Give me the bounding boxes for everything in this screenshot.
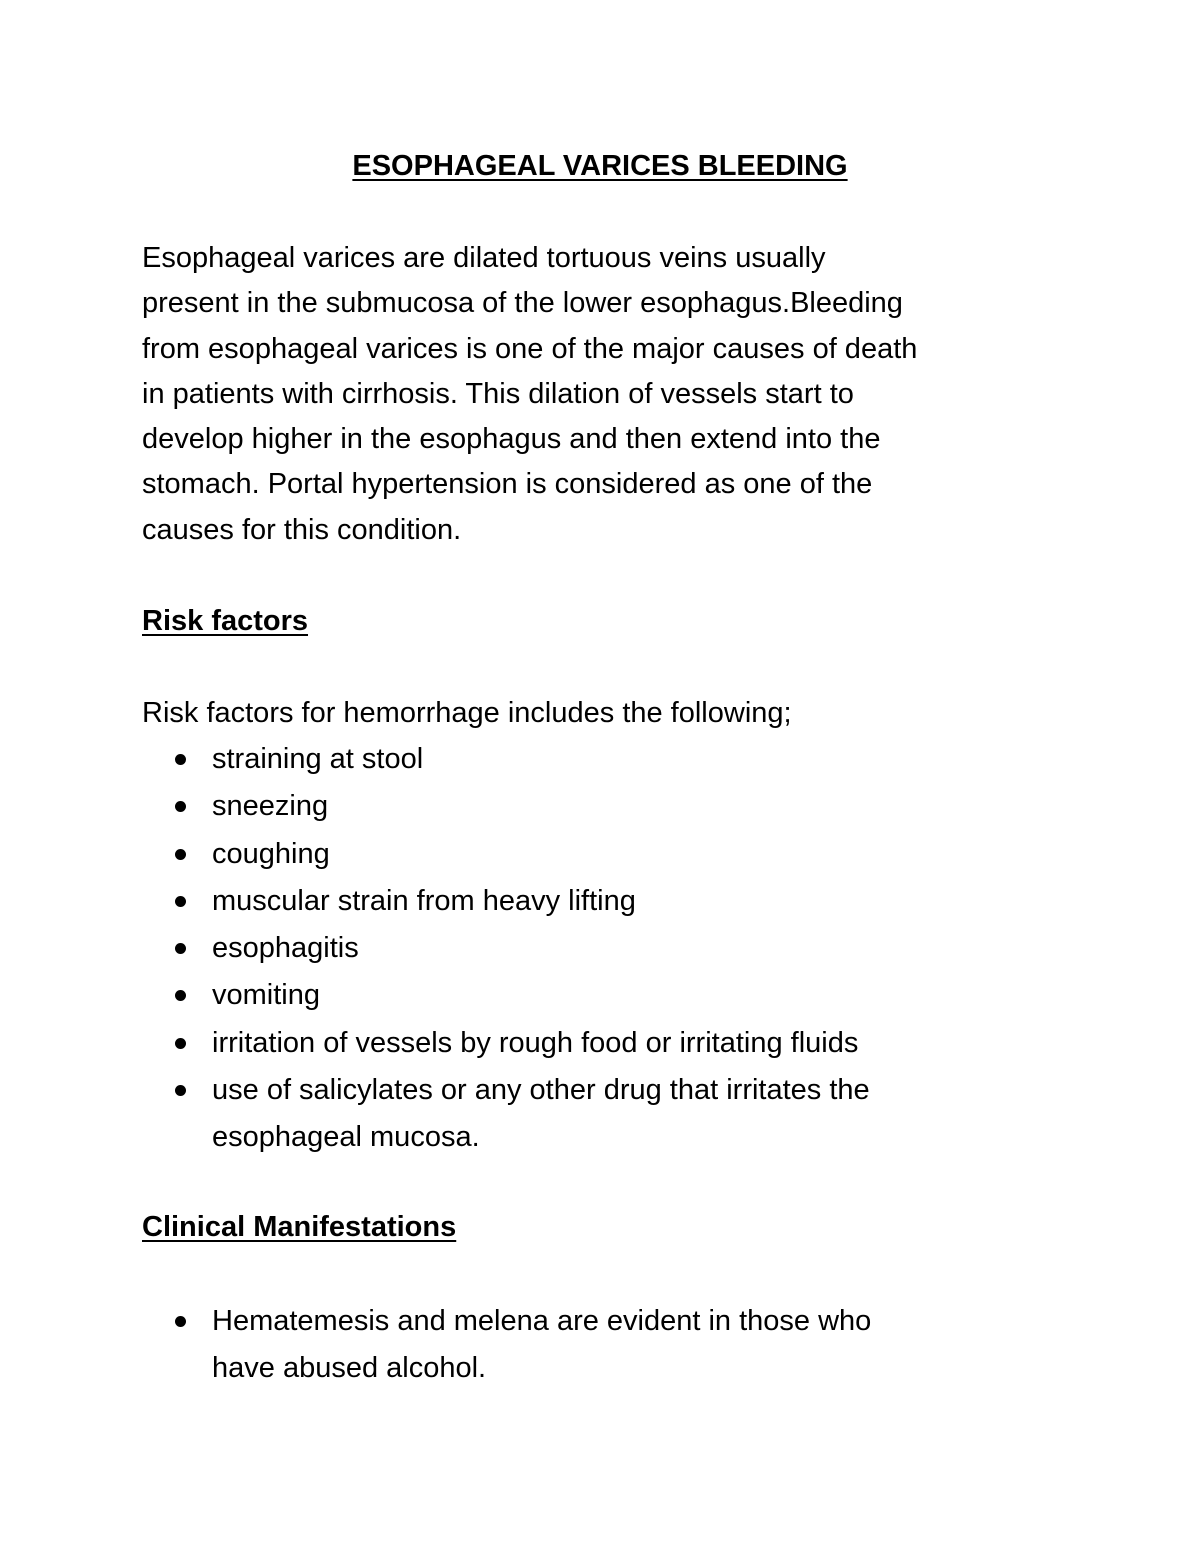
bullet-icon [175, 1085, 186, 1096]
list-item-text: esophagitis [212, 932, 359, 965]
list-item-text: esophageal mucosa. [212, 1121, 480, 1154]
intro-line: develop higher in the esophagus and then extend into the [142, 423, 881, 456]
bullet-icon [175, 1316, 186, 1327]
intro-line: stomach. Portal hypertension is considered as one of the [142, 468, 873, 501]
list-item [0, 783, 1100, 830]
list-item [0, 1067, 1100, 1162]
list-item-text: Hematemesis and melena are evident in those who [212, 1305, 872, 1337]
intro-line: present in the submucosa of the lower esophagus.Bleeding [142, 287, 903, 320]
intro-paragraph [142, 236, 1062, 553]
list-item [0, 972, 1100, 1019]
list-item-text: sneezing [212, 790, 329, 823]
bullet-icon [175, 990, 186, 1001]
risk-factors-heading: Risk factors [142, 605, 309, 637]
intro-line: in patients with cirrhosis. This dilation of vessels start to [142, 377, 854, 410]
bullet-icon [175, 849, 186, 860]
risk-factors-lead: Risk factors for hemorrhage includes the following; [142, 697, 792, 729]
clinical-manifestations-list [0, 1298, 1100, 1393]
list-item-text: vomiting [212, 979, 320, 1012]
intro-line: Esophageal varices are dilated tortuous veins usually [142, 242, 826, 274]
list-item [0, 925, 1100, 972]
list-item [0, 1020, 1100, 1067]
bullet-icon [175, 1038, 186, 1049]
bullet-icon [175, 896, 186, 907]
clinical-manifestations-heading: Clinical Manifestations [142, 1211, 457, 1243]
list-item [0, 736, 1100, 783]
list-item-text: muscular strain from heavy lifting [212, 884, 636, 917]
risk-factors-list [0, 736, 1100, 1162]
list-item-text: irritation of vessels by rough food or irritating fluids [212, 1026, 859, 1059]
bullet-icon [175, 754, 186, 765]
list-item-text: use of salicylates or any other drug that irritates the [212, 1074, 870, 1107]
list-item [0, 878, 1100, 925]
intro-line: causes for this condition. [142, 513, 462, 546]
bullet-icon [175, 943, 186, 954]
list-item [0, 1298, 1100, 1393]
list-item [0, 831, 1100, 878]
bullet-icon [175, 801, 186, 812]
intro-line: from esophageal varices is one of the major causes of death [142, 332, 918, 365]
list-item-text: coughing [212, 837, 330, 870]
list-item-text: have abused alcohol. [212, 1352, 487, 1385]
list-item-text: straining at stool [212, 743, 424, 775]
document-title: ESOPHAGEAL VARICES BLEEDING [352, 150, 848, 182]
